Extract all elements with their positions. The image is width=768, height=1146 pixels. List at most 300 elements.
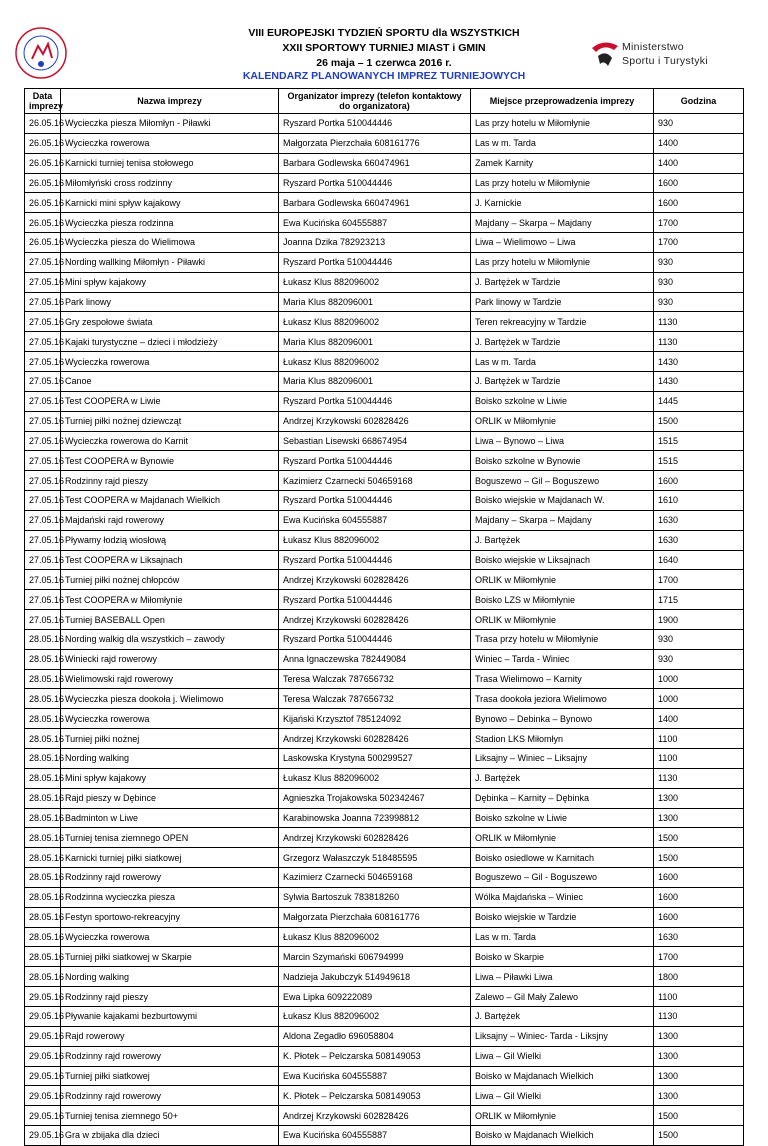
cell-organizer: Łukasz Klus 882096002 bbox=[279, 352, 471, 372]
cell-event-name: Mini spływ kajakowy bbox=[61, 272, 279, 292]
cell-location: J. Bartężek bbox=[471, 1006, 654, 1026]
cell-location: ORLIK w Miłomłynie bbox=[471, 610, 654, 630]
cell-date: 28.05.16 bbox=[25, 788, 61, 808]
cell-event-name: Nording walkig dla wszystkich – zawody bbox=[61, 629, 279, 649]
cell-organizer: Andrzej Krzykowski 602828426 bbox=[279, 610, 471, 630]
table-row bbox=[25, 1126, 744, 1146]
cell-date: 27.05.16 bbox=[25, 352, 61, 372]
cell-organizer: Kazimierz Czarnecki 504659168 bbox=[279, 868, 471, 888]
cell-organizer: Andrzej Krzykowski 602828426 bbox=[279, 570, 471, 590]
cell-event-name: Test COOPERA w Majdanach Wielkich bbox=[61, 491, 279, 511]
table-row bbox=[25, 709, 744, 729]
cell-event-name: Test COOPERA w Liwie bbox=[61, 391, 279, 411]
cell-event-name: Turniej BASEBALL Open bbox=[61, 610, 279, 630]
cell-time: 1430 bbox=[654, 352, 744, 372]
cell-event-name: Pływamy łodzią wiosłową bbox=[61, 530, 279, 550]
cell-date: 29.05.16 bbox=[25, 1106, 61, 1126]
cell-time: 1700 bbox=[654, 947, 744, 967]
cell-event-name: Nording wallking Miłomłyn - Piławki bbox=[61, 252, 279, 272]
cell-organizer: Maria Klus 882096001 bbox=[279, 332, 471, 352]
cell-location: Teren rekreacyjny w Tardzie bbox=[471, 312, 654, 332]
cell-organizer: Ryszard Portka 510044446 bbox=[279, 114, 471, 134]
cell-location: Boguszewo – Gil – Boguszewo bbox=[471, 471, 654, 491]
cell-time: 1300 bbox=[654, 1086, 744, 1106]
cell-location: Boisko w Skarpie bbox=[471, 947, 654, 967]
table-row bbox=[25, 868, 744, 888]
table-row bbox=[25, 1066, 744, 1086]
cell-event-name: Turniej tenisa ziemnego 50+ bbox=[61, 1106, 279, 1126]
cell-event-name: Rodzinny rajd pieszy bbox=[61, 987, 279, 1007]
cell-location: Boisko w Majdanach Wielkich bbox=[471, 1066, 654, 1086]
cell-time: 1900 bbox=[654, 610, 744, 630]
cell-location: Las przy hotelu w Miłomłynie bbox=[471, 252, 654, 272]
table-row bbox=[25, 649, 744, 669]
cell-event-name: Rodzinny rajd rowerowy bbox=[61, 1086, 279, 1106]
cell-event-name: Turniej piłki siatkowej bbox=[61, 1066, 279, 1086]
cell-date: 28.05.16 bbox=[25, 749, 61, 769]
cell-date: 28.05.16 bbox=[25, 967, 61, 987]
cell-date: 28.05.16 bbox=[25, 828, 61, 848]
cell-location: Majdany – Skarpa – Majdany bbox=[471, 213, 654, 233]
cell-organizer: Barbara Godlewska 660474961 bbox=[279, 153, 471, 173]
cell-time: 1130 bbox=[654, 768, 744, 788]
cell-organizer: Ryszard Portka 510044446 bbox=[279, 173, 471, 193]
cell-time: 1630 bbox=[654, 530, 744, 550]
table-row bbox=[25, 610, 744, 630]
cell-event-name: Wycieczka rowerowa bbox=[61, 133, 279, 153]
cell-event-name: Pływanie kajakami bezburtowymi bbox=[61, 1006, 279, 1026]
table-row bbox=[25, 788, 744, 808]
table-row bbox=[25, 471, 744, 491]
cell-time: 1300 bbox=[654, 1046, 744, 1066]
table-row bbox=[25, 530, 744, 550]
cell-location: Zalewo – Gil Mały Zalewo bbox=[471, 987, 654, 1007]
cell-event-name: Park linowy bbox=[61, 292, 279, 312]
cell-time: 1610 bbox=[654, 491, 744, 511]
cell-organizer: Andrzej Krzykowski 602828426 bbox=[279, 1106, 471, 1126]
table-row bbox=[25, 312, 744, 332]
cell-location: Liksajny – Winiec- Tarda - Liksjny bbox=[471, 1026, 654, 1046]
cell-date: 27.05.16 bbox=[25, 371, 61, 391]
cell-location: Park linowy w Tardzie bbox=[471, 292, 654, 312]
table-body bbox=[25, 114, 744, 1146]
cell-location: Boisko LZS w Miłomłynie bbox=[471, 590, 654, 610]
cell-location: Dębinka – Karnity – Dębinka bbox=[471, 788, 654, 808]
cell-location: Liwa – Bynowo – Liwa bbox=[471, 431, 654, 451]
cell-location: Stadion LKS Miłomłyn bbox=[471, 729, 654, 749]
cell-date: 28.05.16 bbox=[25, 808, 61, 828]
cell-time: 1000 bbox=[654, 669, 744, 689]
table-row bbox=[25, 689, 744, 709]
cell-organizer: Ryszard Portka 510044446 bbox=[279, 629, 471, 649]
table-row bbox=[25, 729, 744, 749]
cell-location: Boisko wiejskie w Liksajnach bbox=[471, 550, 654, 570]
cell-event-name: Test COOPERA w Miłomłynie bbox=[61, 590, 279, 610]
cell-event-name: Nording walking bbox=[61, 749, 279, 769]
cell-time: 1700 bbox=[654, 570, 744, 590]
cell-event-name: Rodzinny rajd rowerowy bbox=[61, 868, 279, 888]
cell-time: 1515 bbox=[654, 431, 744, 451]
table-header-row bbox=[25, 89, 744, 114]
cell-time: 1000 bbox=[654, 689, 744, 709]
cell-date: 29.05.16 bbox=[25, 1066, 61, 1086]
cell-time: 930 bbox=[654, 649, 744, 669]
cell-date: 26.05.16 bbox=[25, 213, 61, 233]
cell-time: 1630 bbox=[654, 510, 744, 530]
cell-organizer: Kazimierz Czarnecki 504659168 bbox=[279, 471, 471, 491]
cell-event-name: Wielimowski rajd rowerowy bbox=[61, 669, 279, 689]
cell-organizer: Agnieszka Trojakowska 502342467 bbox=[279, 788, 471, 808]
cell-location: J. Karnickie bbox=[471, 193, 654, 213]
cell-time: 1300 bbox=[654, 1066, 744, 1086]
col-header-time: Godzina bbox=[654, 89, 744, 114]
cell-date: 28.05.16 bbox=[25, 649, 61, 669]
table-row bbox=[25, 1046, 744, 1066]
cell-date: 27.05.16 bbox=[25, 590, 61, 610]
cell-location: J. Bartężek w Tardzie bbox=[471, 272, 654, 292]
table-row bbox=[25, 1106, 744, 1126]
cell-date: 28.05.16 bbox=[25, 709, 61, 729]
cell-time: 1515 bbox=[654, 451, 744, 471]
cell-location: Las przy hotelu w Miłomłynie bbox=[471, 114, 654, 134]
document-subtitle: KALENDARZ PLANOWANYCH IMPREZ TURNIEJOWYCH bbox=[242, 70, 526, 82]
cell-location: Boisko osiedlowe w Karnitach bbox=[471, 848, 654, 868]
cell-location: ORLIK w Miłomłynie bbox=[471, 828, 654, 848]
cell-organizer: Łukasz Klus 882096002 bbox=[279, 768, 471, 788]
cell-time: 1600 bbox=[654, 173, 744, 193]
cell-event-name: Rodzinna wycieczka piesza bbox=[61, 887, 279, 907]
cell-event-name: Turniej piłki nożnej chłopców bbox=[61, 570, 279, 590]
cell-date: 28.05.16 bbox=[25, 907, 61, 927]
cell-location: Boisko szkolne w Liwie bbox=[471, 808, 654, 828]
cell-time: 1500 bbox=[654, 828, 744, 848]
cell-time: 1700 bbox=[654, 213, 744, 233]
cell-location: ORLIK w Miłomłynie bbox=[471, 1106, 654, 1126]
cell-organizer: Anna Ignaczewska 782449084 bbox=[279, 649, 471, 669]
cell-event-name: Wycieczka rowerowa bbox=[61, 709, 279, 729]
cell-time: 1630 bbox=[654, 927, 744, 947]
cell-date: 29.05.16 bbox=[25, 1086, 61, 1106]
cell-organizer: Łukasz Klus 882096002 bbox=[279, 272, 471, 292]
table-row bbox=[25, 371, 744, 391]
cell-organizer: Łukasz Klus 882096002 bbox=[279, 530, 471, 550]
cell-organizer: Maria Klus 882096001 bbox=[279, 292, 471, 312]
cell-organizer: Kijański Krzysztof 785124092 bbox=[279, 709, 471, 729]
table-row bbox=[25, 153, 744, 173]
cell-location: J. Bartężek bbox=[471, 768, 654, 788]
col-header-date: Data imprezy bbox=[25, 89, 61, 114]
cell-date: 28.05.16 bbox=[25, 927, 61, 947]
cell-date: 29.05.16 bbox=[25, 1046, 61, 1066]
cell-location: Trasa przy hotelu w Miłomłynie bbox=[471, 629, 654, 649]
cell-organizer: K. Płotek – Pelczarska 508149053 bbox=[279, 1046, 471, 1066]
cell-time: 1500 bbox=[654, 1126, 744, 1146]
table-row bbox=[25, 411, 744, 431]
table-row bbox=[25, 352, 744, 372]
ministry-name-line1: Ministerstwo bbox=[622, 41, 684, 53]
table-row bbox=[25, 173, 744, 193]
cell-location: Las przy hotelu w Miłomłynie bbox=[471, 173, 654, 193]
col-header-event-name: Nazwa imprezy bbox=[61, 89, 279, 114]
table-row bbox=[25, 193, 744, 213]
table-row bbox=[25, 550, 744, 570]
cell-organizer: Grzegorz Wałaszczyk 518485595 bbox=[279, 848, 471, 868]
cell-organizer: Łukasz Klus 882096002 bbox=[279, 927, 471, 947]
cell-date: 26.05.16 bbox=[25, 153, 61, 173]
cell-event-name: Rodzinny rajd rowerowy bbox=[61, 1046, 279, 1066]
cell-organizer: Łukasz Klus 882096002 bbox=[279, 1006, 471, 1026]
cell-organizer: Karabinowska Joanna 723998812 bbox=[279, 808, 471, 828]
cell-date: 27.05.16 bbox=[25, 451, 61, 471]
cell-date: 27.05.16 bbox=[25, 610, 61, 630]
cell-date: 29.05.16 bbox=[25, 1026, 61, 1046]
cell-time: 930 bbox=[654, 272, 744, 292]
cell-organizer: Maria Klus 882096001 bbox=[279, 371, 471, 391]
cell-location: Liwa – Piławki Liwa bbox=[471, 967, 654, 987]
cell-organizer: Aldona Zegadło 696058804 bbox=[279, 1026, 471, 1046]
cell-event-name: Wycieczka rowerowa bbox=[61, 927, 279, 947]
table-row bbox=[25, 1086, 744, 1106]
cell-date: 28.05.16 bbox=[25, 887, 61, 907]
cell-location: Boisko szkolne w Bynowie bbox=[471, 451, 654, 471]
cell-event-name: Turniej tenisa ziemnego OPEN bbox=[61, 828, 279, 848]
cell-time: 930 bbox=[654, 114, 744, 134]
table-row bbox=[25, 272, 744, 292]
table-row bbox=[25, 114, 744, 134]
cell-organizer: Małgorzata Pierzchała 608161776 bbox=[279, 133, 471, 153]
table-row bbox=[25, 431, 744, 451]
cell-time: 1300 bbox=[654, 808, 744, 828]
cell-date: 26.05.16 bbox=[25, 114, 61, 134]
cell-date: 28.05.16 bbox=[25, 868, 61, 888]
cell-organizer: Ryszard Portka 510044446 bbox=[279, 391, 471, 411]
cell-organizer: Andrzej Krzykowski 602828426 bbox=[279, 729, 471, 749]
cell-location: Las w m. Tarda bbox=[471, 927, 654, 947]
cell-location: Trasa dookoła jeziora Wielimowo bbox=[471, 689, 654, 709]
cell-event-name: Turniej piłki siatkowej w Skarpie bbox=[61, 947, 279, 967]
cell-event-name: Gra w zbijaka dla dzieci bbox=[61, 1126, 279, 1146]
cell-time: 1100 bbox=[654, 729, 744, 749]
cell-date: 27.05.16 bbox=[25, 252, 61, 272]
cell-organizer: Sylwia Bartoszuk 783818260 bbox=[279, 887, 471, 907]
cell-organizer: Nadzieja Jakubczyk 514949618 bbox=[279, 967, 471, 987]
cell-organizer: K. Płotek – Pelczarska 508149053 bbox=[279, 1086, 471, 1106]
cell-time: 1700 bbox=[654, 233, 744, 253]
cell-date: 28.05.16 bbox=[25, 848, 61, 868]
cell-time: 1400 bbox=[654, 153, 744, 173]
table-row bbox=[25, 848, 744, 868]
table-row bbox=[25, 629, 744, 649]
cell-date: 28.05.16 bbox=[25, 768, 61, 788]
cell-organizer: Joanna Dzika 782923213 bbox=[279, 233, 471, 253]
cell-time: 1600 bbox=[654, 907, 744, 927]
cell-location: Trasa Wielimowo – Karnity bbox=[471, 669, 654, 689]
cell-location: Zamek Karnity bbox=[471, 153, 654, 173]
table-row bbox=[25, 669, 744, 689]
cell-event-name: Majdański rajd rowerowy bbox=[61, 510, 279, 530]
cell-location: Liksajny – Winiec – Liksajny bbox=[471, 749, 654, 769]
cell-location: ORLIK w Miłomłynie bbox=[471, 570, 654, 590]
table-row bbox=[25, 927, 744, 947]
cell-time: 1100 bbox=[654, 987, 744, 1007]
cell-location: Liwa – Wielimowo – Liwa bbox=[471, 233, 654, 253]
cell-organizer: Ryszard Portka 510044446 bbox=[279, 550, 471, 570]
cell-event-name: Canoe bbox=[61, 371, 279, 391]
cell-event-name: Rajd rowerowy bbox=[61, 1026, 279, 1046]
cell-location: Liwa – Gil Wielki bbox=[471, 1086, 654, 1106]
cell-date: 28.05.16 bbox=[25, 947, 61, 967]
cell-time: 1400 bbox=[654, 133, 744, 153]
cell-event-name: Nording walking bbox=[61, 967, 279, 987]
cell-location: Boguszewo – Gil - Boguszewo bbox=[471, 868, 654, 888]
cell-organizer: Ryszard Portka 510044446 bbox=[279, 252, 471, 272]
cell-event-name: Wycieczka piesza rodzinna bbox=[61, 213, 279, 233]
cell-time: 1100 bbox=[654, 749, 744, 769]
cell-location: Boisko wiejskie w Majdanach W. bbox=[471, 491, 654, 511]
table-row bbox=[25, 332, 744, 352]
cell-organizer: Teresa Walczak 787656732 bbox=[279, 689, 471, 709]
cell-event-name: Winiecki rajd rowerowy bbox=[61, 649, 279, 669]
cell-location: ORLIK w Miłomłynie bbox=[471, 411, 654, 431]
cell-date: 27.05.16 bbox=[25, 471, 61, 491]
table-row bbox=[25, 391, 744, 411]
cell-event-name: Turniej piłki nożnej bbox=[61, 729, 279, 749]
cell-location: J. Bartężek bbox=[471, 530, 654, 550]
cell-location: Wólka Majdańska – Winiec bbox=[471, 887, 654, 907]
cell-time: 1130 bbox=[654, 1006, 744, 1026]
cell-event-name: Wycieczka rowerowa do Karnit bbox=[61, 431, 279, 451]
table-row bbox=[25, 749, 744, 769]
table-row bbox=[25, 590, 744, 610]
table-row bbox=[25, 491, 744, 511]
cell-event-name: Gry zespołowe świata bbox=[61, 312, 279, 332]
cell-date: 27.05.16 bbox=[25, 550, 61, 570]
cell-time: 930 bbox=[654, 629, 744, 649]
table-row bbox=[25, 1006, 744, 1026]
cell-event-name: Miłomłyński cross rodzinny bbox=[61, 173, 279, 193]
cell-time: 1600 bbox=[654, 868, 744, 888]
cell-organizer: Sebastian Lisewski 668674954 bbox=[279, 431, 471, 451]
cell-organizer: Ryszard Portka 510044446 bbox=[279, 491, 471, 511]
cell-date: 28.05.16 bbox=[25, 629, 61, 649]
cell-time: 1715 bbox=[654, 590, 744, 610]
cell-organizer: Ryszard Portka 510044446 bbox=[279, 590, 471, 610]
cell-time: 1600 bbox=[654, 193, 744, 213]
cell-time: 1600 bbox=[654, 887, 744, 907]
cell-organizer: Teresa Walczak 787656732 bbox=[279, 669, 471, 689]
table-row bbox=[25, 570, 744, 590]
cell-date: 26.05.16 bbox=[25, 173, 61, 193]
cell-event-name: Karnicki mini spływ kajakowy bbox=[61, 193, 279, 213]
cell-time: 1300 bbox=[654, 1026, 744, 1046]
cell-date: 28.05.16 bbox=[25, 689, 61, 709]
cell-date: 29.05.16 bbox=[25, 987, 61, 1007]
cell-location: Boisko szkolne w Liwie bbox=[471, 391, 654, 411]
table-row bbox=[25, 1026, 744, 1046]
cell-time: 1400 bbox=[654, 709, 744, 729]
table-row bbox=[25, 828, 744, 848]
table-row bbox=[25, 907, 744, 927]
header-line-1: VIII EUROPEJSKI TYDZIEŃ SPORTU dla WSZYSTKICH bbox=[248, 27, 520, 39]
cell-date: 27.05.16 bbox=[25, 411, 61, 431]
cell-date: 28.05.16 bbox=[25, 669, 61, 689]
events-table bbox=[24, 88, 744, 1146]
header-line-2: XXII SPORTOWY TURNIEJ MIAST i GMIN bbox=[282, 42, 486, 54]
cell-date: 27.05.16 bbox=[25, 292, 61, 312]
cell-date: 27.05.16 bbox=[25, 272, 61, 292]
cell-event-name: Test COOPERA w Bynowie bbox=[61, 451, 279, 471]
cell-organizer: Ewa Kucińska 604555887 bbox=[279, 1066, 471, 1086]
cell-organizer: Małgorzata Pierzchała 608161776 bbox=[279, 907, 471, 927]
cell-time: 1300 bbox=[654, 788, 744, 808]
cell-date: 27.05.16 bbox=[25, 312, 61, 332]
cell-event-name: Wycieczka rowerowa bbox=[61, 352, 279, 372]
col-header-organizer: Organizator imprezy (telefon kontaktowy do organizatora) bbox=[279, 89, 471, 114]
cell-time: 1500 bbox=[654, 411, 744, 431]
cell-time: 1130 bbox=[654, 332, 744, 352]
table-row bbox=[25, 451, 744, 471]
cell-location: Winiec – Tarda - Winiec bbox=[471, 649, 654, 669]
document-header bbox=[0, 26, 768, 71]
cell-location: Liwa – Gil Wielki bbox=[471, 1046, 654, 1066]
col-header-location: Miejsce przeprowadzenia imprezy bbox=[471, 89, 654, 114]
cell-location: Majdany – Skarpa – Majdany bbox=[471, 510, 654, 530]
cell-date: 27.05.16 bbox=[25, 530, 61, 550]
cell-event-name: Badminton w Liwe bbox=[61, 808, 279, 828]
cell-location: Boisko wiejskie w Tardzie bbox=[471, 907, 654, 927]
cell-time: 1430 bbox=[654, 371, 744, 391]
cell-location: Bynowo – Debinka – Bynowo bbox=[471, 709, 654, 729]
header-line-3: 26 maja – 1 czerwca 2016 r. bbox=[316, 57, 452, 69]
ministry-name-line2: Sportu i Turystyki bbox=[622, 55, 708, 67]
cell-organizer: Barbara Godlewska 660474961 bbox=[279, 193, 471, 213]
cell-location: Las w m. Tarda bbox=[471, 133, 654, 153]
table-row bbox=[25, 213, 744, 233]
table-row bbox=[25, 987, 744, 1007]
cell-date: 29.05.16 bbox=[25, 1126, 61, 1146]
cell-date: 27.05.16 bbox=[25, 570, 61, 590]
cell-time: 930 bbox=[654, 252, 744, 272]
cell-date: 27.05.16 bbox=[25, 491, 61, 511]
cell-event-name: Mini spływ kajakowy bbox=[61, 768, 279, 788]
cell-time: 1600 bbox=[654, 471, 744, 491]
cell-time: 1130 bbox=[654, 312, 744, 332]
cell-event-name: Festyn sportowo-rekreacyjny bbox=[61, 907, 279, 927]
table-row bbox=[25, 252, 744, 272]
cell-time: 930 bbox=[654, 292, 744, 312]
cell-event-name: Test COOPERA w Liksajnach bbox=[61, 550, 279, 570]
cell-organizer: Ewa Kucińska 604555887 bbox=[279, 213, 471, 233]
cell-time: 1500 bbox=[654, 848, 744, 868]
cell-organizer: Łukasz Klus 882096002 bbox=[279, 312, 471, 332]
cell-event-name: Karnicki turniej piłki siatkowej bbox=[61, 848, 279, 868]
cell-date: 27.05.16 bbox=[25, 332, 61, 352]
cell-event-name: Wycieczka piesza Miłomłyn - Piławki bbox=[61, 114, 279, 134]
cell-location: J. Bartężek w Tardzie bbox=[471, 332, 654, 352]
cell-organizer: Ewa Kucińska 604555887 bbox=[279, 510, 471, 530]
cell-location: Boisko w Majdanach Wielkich bbox=[471, 1126, 654, 1146]
cell-event-name: Kajaki turystyczne – dzieci i młodzieży bbox=[61, 332, 279, 352]
cell-time: 1445 bbox=[654, 391, 744, 411]
cell-event-name: Rodzinny rajd pieszy bbox=[61, 471, 279, 491]
cell-organizer: Ewa Kucińska 604555887 bbox=[279, 1126, 471, 1146]
cell-date: 26.05.16 bbox=[25, 233, 61, 253]
cell-location: J. Bartężek w Tardzie bbox=[471, 371, 654, 391]
table-row bbox=[25, 133, 744, 153]
cell-time: 1500 bbox=[654, 1106, 744, 1126]
cell-date: 27.05.16 bbox=[25, 431, 61, 451]
cell-date: 29.05.16 bbox=[25, 1006, 61, 1026]
